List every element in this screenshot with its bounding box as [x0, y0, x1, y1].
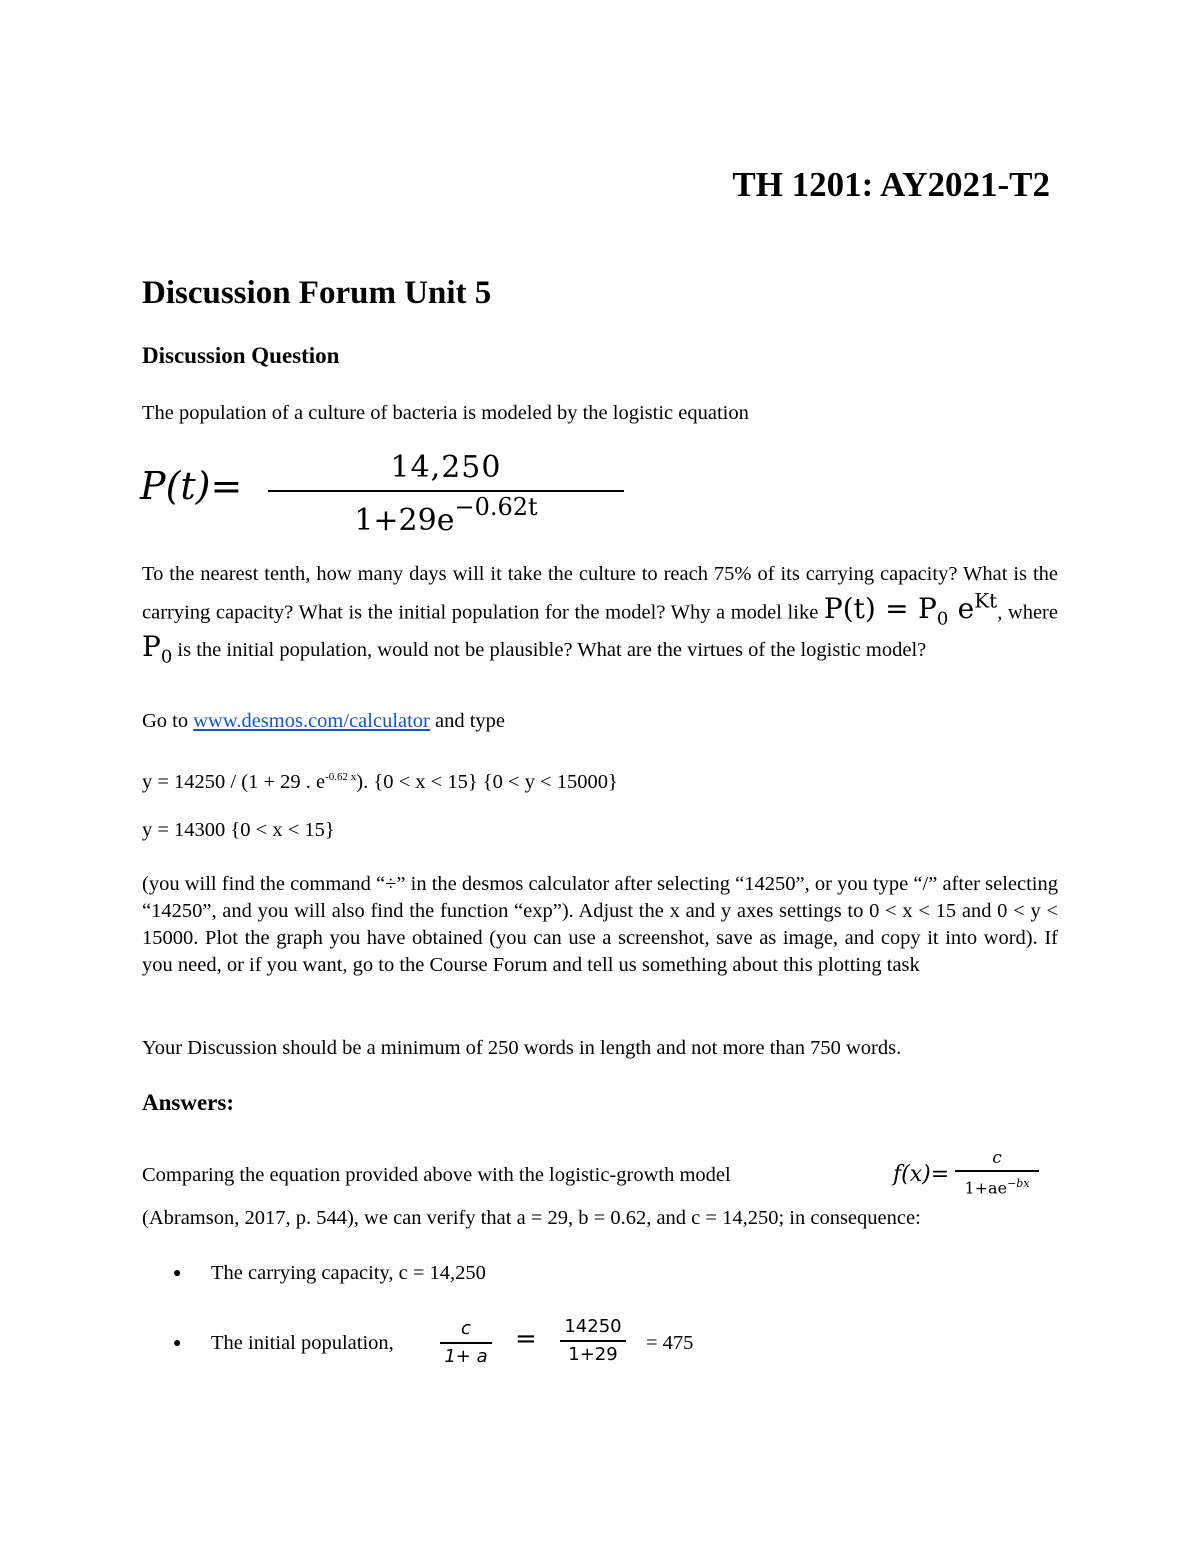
fraction-numerator: c [461, 1318, 471, 1339]
bullet-icon: ● [173, 1336, 182, 1351]
fraction-bar [955, 1170, 1039, 1172]
initial-population-result: = 475 [646, 1332, 694, 1354]
logistic-equation [140, 450, 540, 538]
answers-heading: Answers: [142, 1090, 234, 1115]
equals-sign: = [515, 1324, 537, 1354]
bullet-icon: ● [173, 1266, 182, 1281]
fraction-bar [560, 1340, 626, 1342]
model-denominator: $1+ae^{-bx}$ [964, 1176, 1030, 1197]
logistic-model-formula [893, 1148, 1063, 1204]
fraction-bar [440, 1342, 492, 1344]
question-text: To the nearest tenth, how many days will it take the culture to reach 75% of its carrying capacity? What is the carrying capacity? What is the initial population for the model? Why a model like $P(t) = P_0$ $e^{Kt}$, where $P_0$ is the initial population, would not be plausible? What are the virtues of the logistic model? [142, 563, 1058, 668]
citation-text: (Abramson, 2017, p. 544), we can verify that a = 29, b = 0.62, and c = 14,250; in consequence: [142, 1207, 921, 1229]
fraction-denominator: 1+ a [444, 1345, 488, 1367]
comparison-text: Comparing the equation provided above with the logistic-growth model [142, 1164, 731, 1186]
initial-population-fraction [440, 1317, 492, 1369]
equation-lhs: P(t)= [140, 464, 243, 508]
desmos-instruction: Go to www.desmos.com/calculator and type [142, 710, 506, 732]
carrying-capacity-item: The carrying capacity, c = 14,250 [211, 1262, 486, 1284]
word-requirement: Your Discussion should be a minimum of 250 words in length and not more than 750 words. [142, 1037, 902, 1059]
course-title: TH 1201: AY2021-T2 [732, 165, 1050, 204]
equation-numerator: 14,250 [390, 450, 502, 485]
model-numerator: c [992, 1148, 1002, 1168]
desmos-line-2: y = 14300 {0 < x < 15} [142, 819, 335, 841]
exponential-model-formula: $P(t) = P_0$ $e^{Kt}$ [823, 589, 998, 630]
model-fraction [955, 1148, 1039, 1198]
fraction-bar [268, 490, 624, 492]
p0-symbol: $P_0$ [142, 629, 173, 668]
desmos-link[interactable]: www.desmos.com/calculator [193, 710, 430, 732]
equation-fraction [268, 450, 624, 538]
question-heading: Discussion Question [142, 343, 340, 368]
intro-text: The population of a culture of bacteria is modeled by the logistic equation [142, 402, 749, 424]
initial-population-label: The initial population, [211, 1332, 394, 1354]
equation-denominator: $1+29e^{-0.62t}$ [354, 493, 538, 538]
initial-population-value-fraction [560, 1315, 626, 1367]
desmos-line-1: y = 14250 / (1 + 29 . $e^{-0.62 x}$). {0 < x < 15} {0 < y < 15000} [142, 770, 618, 793]
model-lhs: f(x)= [893, 1162, 950, 1187]
fraction-numerator: 14250 [564, 1316, 622, 1337]
forum-title: Discussion Forum Unit 5 [142, 275, 492, 311]
instructions-text: (you will find the command “÷” in the desmos calculator after selecting “14250”, or you type “/” after selecting “14250”, and you will also find the function “exp”). Adjust the x and y axes settings to 0 < x < 15 and 0 < y < 15000. Plot the graph you have obtained (you can use a screenshot, save as image, and copy it into word). If you need, or if you want, go to the Course Forum and tell us something about this plotting task [142, 873, 1058, 976]
fraction-denominator: 1+29 [568, 1343, 618, 1365]
